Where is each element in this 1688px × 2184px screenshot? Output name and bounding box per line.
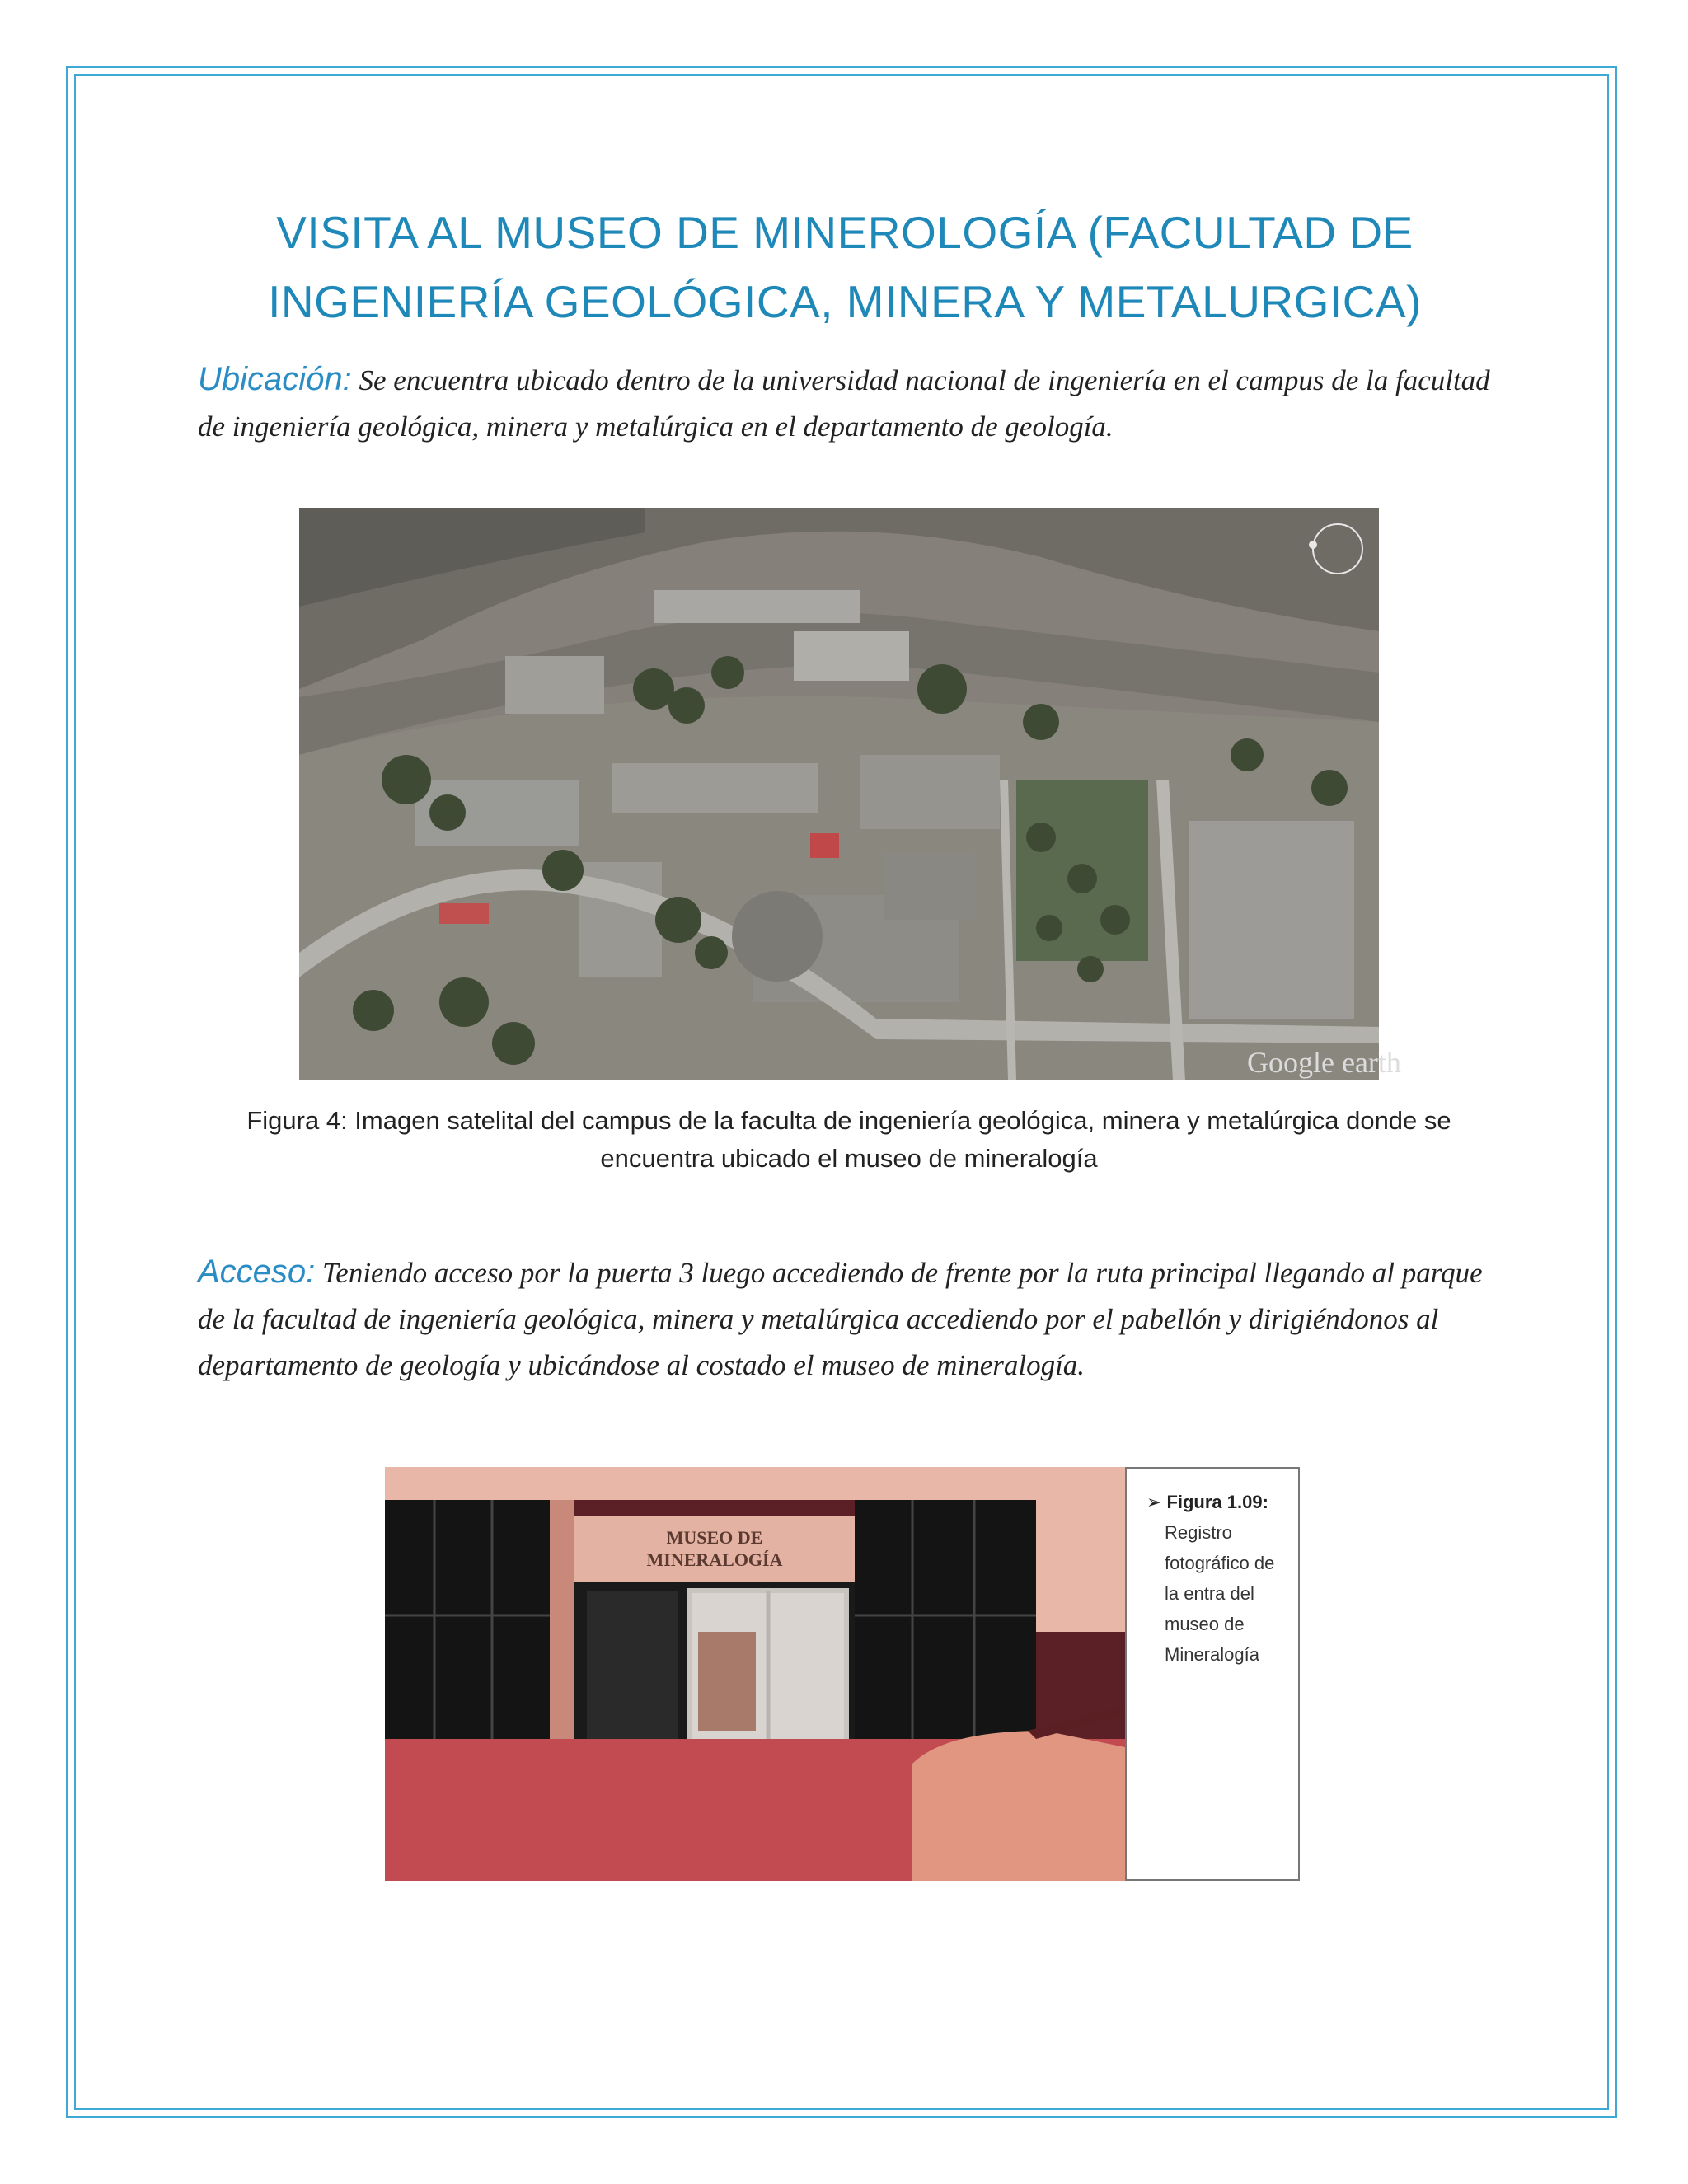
figure-1-09-label: Figura 1.09: xyxy=(1166,1492,1268,1512)
museum-entrance-photo xyxy=(385,1467,1125,1881)
title-line-1: VISITA AL MUSEO DE MINEROLOGÍA (FACULTAD DE xyxy=(276,207,1414,258)
ubicacion-text: Se encuentra ubicado dentro de la universidad nacional de ingeniería en el campus de la facultad de ingeniería geológica, minera y metalúrgica en el departamento de geología. xyxy=(198,364,1490,443)
museum-sign-line-1: MUSEO DE xyxy=(666,1527,763,1548)
title-line-2: INGENIERÍA GEOLÓGICA, MINERA Y METALURGICA) xyxy=(268,276,1422,327)
arrow-bullet-icon: ➢ xyxy=(1146,1492,1162,1512)
google-earth-watermark: Google earth xyxy=(1247,1046,1401,1079)
acceso-paragraph xyxy=(198,1249,1500,1389)
figure-1-09-label-box xyxy=(1125,1467,1300,1881)
satellite-campus-picture xyxy=(299,508,1401,1080)
ubicacion-label: Ubicación: xyxy=(198,361,352,397)
satellite-image xyxy=(299,508,1401,1080)
acceso-label: Acceso: xyxy=(198,1254,316,1290)
museum-sign-line-2: MINERALOGÍA xyxy=(646,1549,783,1570)
ubicacion-paragraph xyxy=(198,356,1500,450)
figure-4-caption: Figura 4: Imagen satelital del campus de la faculta de ingeniería geológica, minera y metalúrgica donde se encuentra ubicado el museo de mineralogía xyxy=(246,1106,1451,1173)
museum-entrance-picture xyxy=(385,1467,1125,1881)
figure-1-09-description: Registro fotográfico de la entra del museo de Mineralogía xyxy=(1165,1522,1275,1665)
acceso-text: Teniendo acceso por la puerta 3 luego accediendo de frente por la ruta principal llegando al parque de la facultad de ingeniería geológica, minera y metalúrgica accediendo por el pabellón y dirigiéndonos al departamento de geología y ubicándose al costado el museo de mineralogía. xyxy=(198,1257,1483,1381)
document-title xyxy=(198,198,1492,336)
